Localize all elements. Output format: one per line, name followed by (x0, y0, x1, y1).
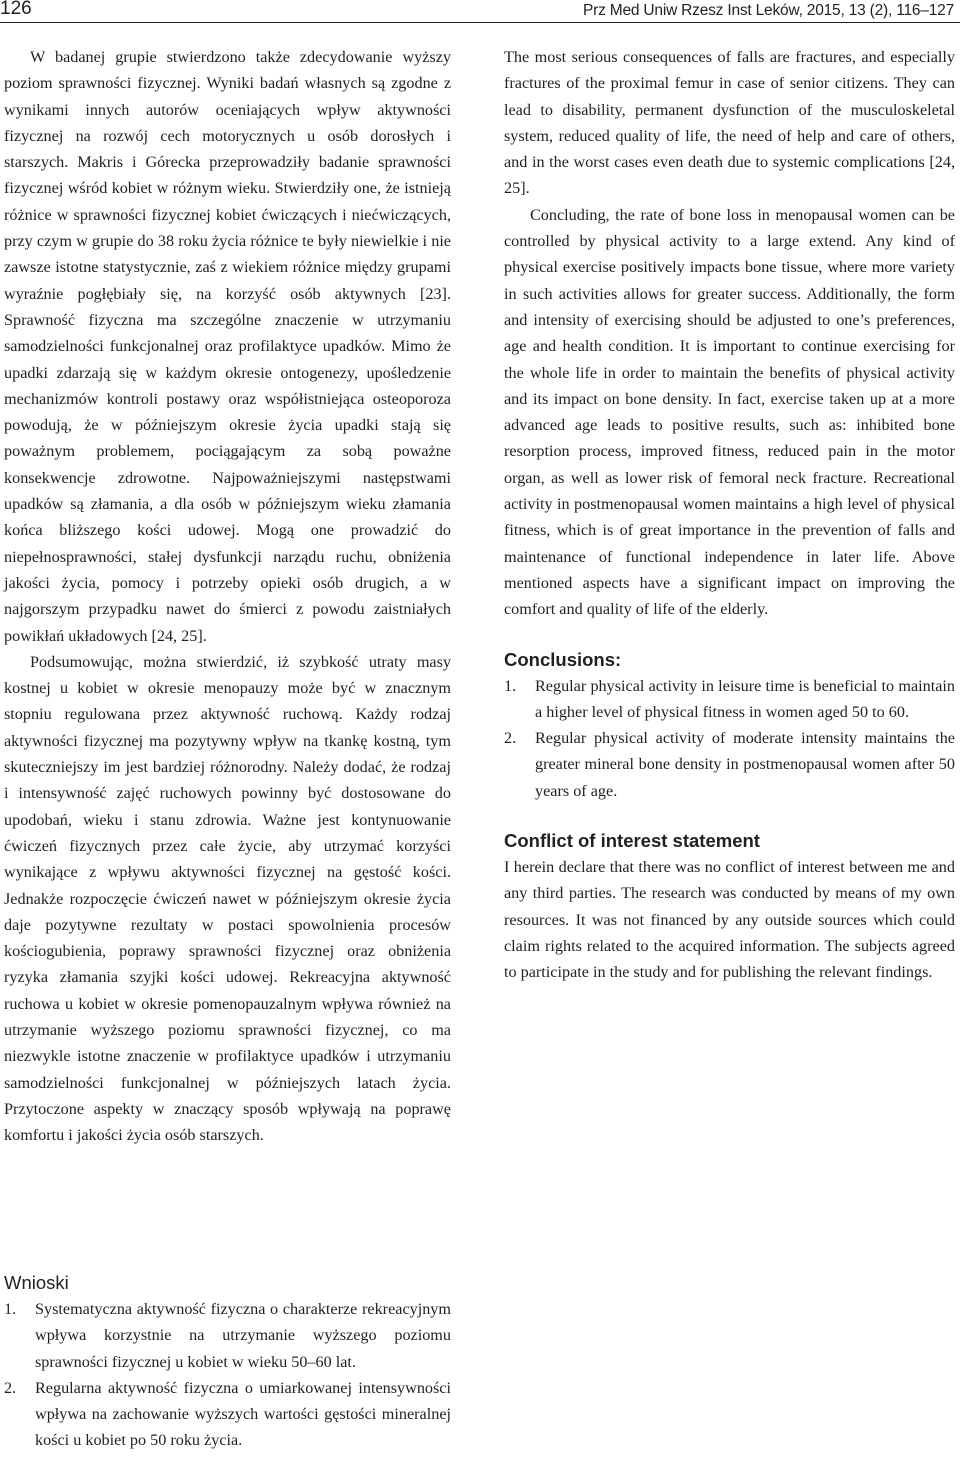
body-paragraph: W badanej grupie stwierdzono także zdecydowanie wyższy poziom sprawności fizycznej. Wyniki badań własnych są zgodne z wynikami innych autorów oceniających wpływ aktywności fizycznej na rozwój cech motorycznych u osób dorosłych i starszych. Makris i Górecka przeprowadziły badanie sprawności fizycznej wśród kobiet w różnym wieku. Stwierdziły one, że istnieją różnice w sprawności fizycznej kobiet ćwiczących i niećwiczących, przy czym w grupie do 38 roku życia różnice te były niewielkie i nie zawsze istotne statystycznie, zaś z wiekiem różnice między grupami wyraźnie pogłębiały się, na korzyść osób aktywnych [23]. Sprawność fizyczna ma szczególne znaczenie w utrzymaniu samodzielności funkcjonalnej oraz profilaktyce upadków. Mimo że upadki zdarzają się w każdym okresie ontogenezy, upośledzenie mechanizmów kontroli postawy oraz współistniejąca osteoporoza powodują, że w późniejszym okresie życia upadki stają się poważnym problemem, pociągającym za sobą poważne konsekwencje zdrowotne. Najpoważniejszymi następstwami upadków są złamania, a dla osób w późniejszym wieku złamania końca bliższego kości udowej. Mogą one prowadzić do niepełnosprawności, stałej dysfunkcji narządu ruchu, obniżenia jakości życia, pomocy i potrzeby opieki osób drugich, a w najgorszym przypadku nawet do śmierci z powodu zaistniałych powikłań układowych [24, 25]. (4, 48, 451, 645)
list-item-number: 1. (504, 676, 517, 695)
body-paragraph: Concluding, the rate of bone loss in menopausal women can be controlled by physical activity to a large extend. Any kind of physical exercise positively impacts bone tissue, where more variety in such activities allows for greater success. Additionally, the form and intensity of exercising should be adjusted to one’s preferences, age and health condition. It is important to continue exercising for the whole life in order to maintain the benefits of physical activity and its impact on bone density. In fact, exercise taken up at a more advanced age leads to positive results, such as: inhibited bone resorption process, improved fitness, reduced pain in the motor organ, as well as lower risk of femoral neck fracture. Recreational activity in postmenopausal women maintains a high level of physical fitness, which is of great importance in the prevention of falls and maintenance of functional independence in later life. Above mentioned aspects have a significant impact on improving the comfort and quality of life of the elderly. (504, 205, 955, 619)
body-paragraph: Podsumowując, można stwierdzić, iż szybkość utraty masy kostnej u kobiet w okresie menopauzy może być w znacznym stopniu regulowana przez aktywność ruchową. Każdy rodzaj aktywności fizycznej ma pozytywny wpływ na tkankę kostną, tym skuteczniejszy im jest bardziej różnorodny. Należy dodać, że rodzaj i intensywność zajęć ruchowych powinny być dostosowane do upodobań, wieku i stanu zdrowia. Ważne jest kontynuowanie ćwiczeń fizycznych przez całe życie, aby utrzymać korzyści wynikające z wpływu aktywności fizycznej na gęstość kości. Jednakże rozpoczęcie ćwiczeń nawet w późniejszym okresie życia daje pozytywne rezultaty w postaci spowolnienia procesów kościogubienia, poprawy sprawności fizycznej oraz obniżenia ryzyka złamania szyjki kości udowej. Rekreacyjna aktywność ruchowa u kobiet w okresie pomenopauzalnym wpływa również na utrzymanie wyższego poziomu sprawności fizycznej, co ma niezwykle istotne znaczenie w profilaktyce upadków i utrzymaniu samodzielności funkcjonalnej w późniejszych latach życia. Przytoczone aspekty w znaczący sposób wpływają na poprawę komfortu i jakości życia osób starszych. (4, 652, 451, 1145)
conclusions-heading: Conclusions: (504, 648, 622, 670)
page-number: 126 (0, 0, 32, 19)
conflict-of-interest-text: I herein declare that there was no conflict of interest between me and any third parties. The research was conducted by means of my own resources. It was not financed by any outside sources which could claim rights related to the acquired information. The subjects agreed to participate in the study and for publishing the relevant findings. (504, 858, 955, 982)
list-item-number: 1. (4, 1300, 17, 1318)
conclusions-list (504, 673, 955, 804)
left-column (4, 44, 451, 1148)
list-item-number: 2. (504, 729, 517, 748)
list-item-number: 2. (4, 1378, 17, 1397)
right-column (504, 44, 955, 986)
list-item-text: Regular physical activity of moderate intensity maintains the greater mineral bone density in postmenopausal women after 50 years of age. (535, 729, 955, 800)
list-item-text: Regular physical activity in leisure time is beneficial to maintain a higher level of physical fitness in women aged 50 to 60. (535, 676, 955, 721)
wnioski-heading: Wnioski (4, 1272, 69, 1293)
running-header (0, 0, 960, 23)
list-item (504, 673, 955, 726)
conflict-of-interest-heading: Conflict of interest statement (504, 830, 760, 852)
wnioski-list (4, 1296, 451, 1454)
list-item (4, 1296, 451, 1375)
list-item-text: Regularna aktywność fizyczna o umiarkowanej intensywności wpływa na zachowanie wyższych wartości gęstości mineralnej kości u kobiet po 50 roku życia. (35, 1378, 451, 1450)
list-item-text: Systematyczna aktywność fizyczna o charakterze rekreacyjnym wpływa korzystnie na utrzymanie wyższego poziomu sprawności fizycznej u kobiet w wieku 50–60 lat. (35, 1300, 451, 1371)
body-paragraph: The most serious consequences of falls are fractures, and especially fractures of the proximal femur in case of senior citizens. They can lead to disability, permanent dysfunction of the musculoskeletal system, reduced quality of life, the need of help and care of others, and in the worst cases even death due to systemic complications [24, 25]. (504, 48, 955, 198)
list-item (504, 725, 955, 804)
list-item (4, 1375, 451, 1454)
journal-reference: Prz Med Uniw Rzesz Inst Leków, 2015, 13 (2), 116–127 (583, 2, 954, 19)
